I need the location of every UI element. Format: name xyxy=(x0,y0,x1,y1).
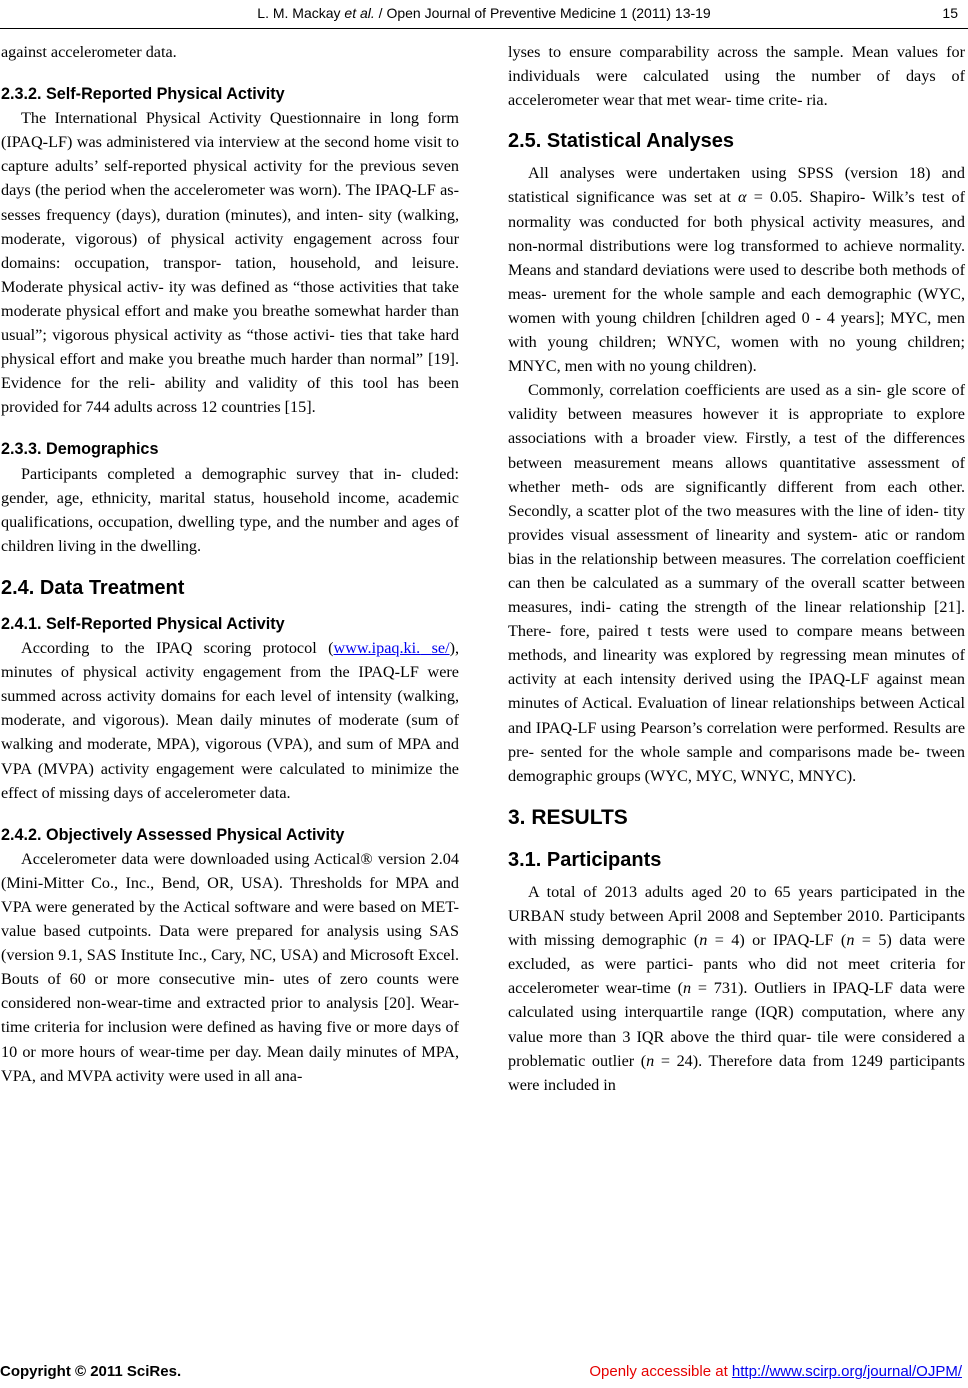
page-footer xyxy=(0,1361,968,1385)
ipaq-link-part2[interactable]: se/ xyxy=(431,639,450,658)
text-span: = 731). Outliers in IPAQ-LF data were calculated using interquartile range (IQR) computation, where any value more than 3 IQR above the third quar- tile were considered a problematic outlier ( xyxy=(508,979,965,1070)
heading-3-1: 3.1. Participants xyxy=(508,848,662,871)
running-title-authors: L. M. Mackay xyxy=(257,5,345,21)
paragraph-correlation: Commonly, correlation coefficients are used as a sin- gle score of validity between measures however it is appropriate to explore associations with a broader view. Firstly, a test of the differences between measurement means allows quantitative assessment of whether meth- ods are significantly different from each other. Secondly, a scatter plot of the two measures with the line of iden- tity provides visual assessment of linearity and system- atic or random bias in the relationship between measures. The correlation coefficient can then be calculated as a summary of the overall scatter between measures, indi- cating the strength of the linear relationship [21]. There- fore, paired t tests were used to compare means between methods, and linearity was explored by regressing mean minutes of activity at each intensity derived using the IPAQ-LF against mean minutes of Actical. Evaluation of linear relationships between Actical and IPAQ-LF using Pearson’s correlation were performed. Results are pre- sented for the whole sample and comparisons made be- tween demographic groups (WYC, MYC, WNYC, MNYC). xyxy=(508,381,965,785)
running-title-journal: / Open Journal of Preventive Medicine 1 (2011) 13-19 xyxy=(374,5,711,21)
page-number: 15 xyxy=(942,5,958,21)
heading-3: 3. RESULTS xyxy=(508,805,628,829)
text-span: A total of 2013 adults aged 20 to 65 years participated in the URBAN study between April 2008 and September 2010. Participants with missing demographic ( xyxy=(508,883,965,950)
n-symbol: n xyxy=(846,931,855,950)
right-column xyxy=(508,40,965,1097)
heading-2-5: 2.5. Statistical Analyses xyxy=(508,130,735,153)
text-span: = 5) data were excluded, as were partici- pants who did not meet criteria for accelerometer wear-time ( xyxy=(508,931,966,998)
continued-paragraph: lyses to ensure comparability across the sample. Mean values for individuals were calculated using the number of days of accelerometer wear that met wear- time crite- ria. xyxy=(508,43,965,110)
n-symbol: n xyxy=(646,1051,655,1070)
running-header xyxy=(0,2,968,24)
heading-2-4-1: 2.4.1. Self-Reported Physical Activity xyxy=(1,614,285,633)
ipaq-link[interactable] xyxy=(334,639,450,657)
paragraph-accelerometer: Accelerometer data were downloaded using Actical® version 2.04 (Mini-Mitter Co., Inc., Bend, OR, USA). Thresholds for MPA and VPA were generated by the Actical software and were based on MET-value based cutpoints. Data were prepared for analysis using SAS (version 9.1, SAS Institute Inc., Cary, NC, USA) and Microsoft Excel. Bouts of 60 or more consecutive min- utes of zero counts were considered non-wear-time and extracted prior to analysis [20]. Wear-time criteria for inclusion were defined as having five or more days of 10 or more hours of wear-time per day. Mean daily minutes of MPA, VPA, and MVPA activity were used in all ana- xyxy=(1,849,459,1085)
left-column xyxy=(1,40,459,1088)
paragraph-demographics: Participants completed a demographic survey that in- cluded: gender, age, ethnicity, marital status, household income, academic qualifications, occupation, dwelling type, and the number and ages of children living in the dwelling. xyxy=(1,464,459,555)
open-access-notice xyxy=(589,1363,962,1380)
n-symbol: n xyxy=(699,931,708,950)
continued-paragraph: against accelerometer data. xyxy=(1,43,177,61)
paragraph-participants xyxy=(508,880,965,1097)
journal-url-link[interactable]: http://www.scirp.org/journal/OJPM/ xyxy=(731,1363,962,1380)
text-span: = 4) or IPAQ-LF ( xyxy=(707,931,847,950)
text-span: = 0.05. Shapiro- Wilk’s test of normality was conducted for both physical activity measures, and non-normal distributions were log transformed to achieve normality. Means and standard deviations were used to describe both methods of meas- urement for the whole sample and each demographic (WYC, women with young children [children aged 0 - 4 years]; MYC, men with young children; WNYC, women with no young children; MNYC, men with no young children). xyxy=(508,188,965,376)
text-span: According to the IPAQ scoring protocol ( xyxy=(21,639,334,658)
n-symbol: n xyxy=(682,979,692,998)
open-access-text: Openly accessible at xyxy=(589,1363,732,1380)
heading-2-4-2: 2.4.2. Objectively Assessed Physical Activity xyxy=(1,825,345,844)
running-title xyxy=(0,5,968,21)
paragraph-ipaq-scoring xyxy=(1,636,459,805)
alpha-symbol: α xyxy=(738,188,747,207)
text-span: = 24). Therefore data from 1249 participants were included in xyxy=(508,1051,965,1094)
heading-2-3-2: 2.3.2. Self-Reported Physical Activity xyxy=(1,85,285,104)
heading-2-3-3: 2.3.3. Demographics xyxy=(1,440,159,459)
copyright-notice: Copyright © 2011 SciRes. xyxy=(0,1363,182,1380)
paragraph-self-reported: The International Physical Activity Questionnaire in long form (IPAQ-LF) was administered via interview at the second home visit to capture adults’ self-reported physical activity for the previous seven days (the period when the accelerometer was worn). The IPAQ-LF as- sesses frequency (days), duration (minutes), and inten- sity (walking, moderate, vigorous) of physical activity engagement across four domains: occupation, transpor- tation, household, and leisure. Moderate physical activ- ity was defined as “those activities that take moderate physical effort and make you breathe somewhat harder than usual”; vigorous physical activity as “those activi- ties that take hard physical effort and make you breathe much harder than normal” [19]. Evidence for the reli- ability and validity of this tool has been provided for 744 adults across 12 countries [15]. xyxy=(1,109,459,417)
paragraph-analyses xyxy=(508,161,965,378)
text-span: ), minutes of physical activity engagement from the IPAQ-LF were summed across activity domains for each level of intensity (walking, moderate, and vigorous). Mean daily minutes of moderate (sum of walking and moderate, MPA), vigorous (VPA), and sum of MPA and VPA (MVPA) activity engagement were calculated to minimize the effect of missing days of accelerometer data. xyxy=(1,639,460,802)
ipaq-link-part1[interactable]: www.ipaq.ki. xyxy=(333,639,421,658)
heading-2-4: 2.4. Data Treatment xyxy=(1,576,185,599)
header-rule xyxy=(0,28,968,29)
running-title-etal: et al. xyxy=(344,5,375,21)
text-span: All analyses were undertaken using SPSS (version 18) and statistical significance was set at xyxy=(508,164,965,207)
